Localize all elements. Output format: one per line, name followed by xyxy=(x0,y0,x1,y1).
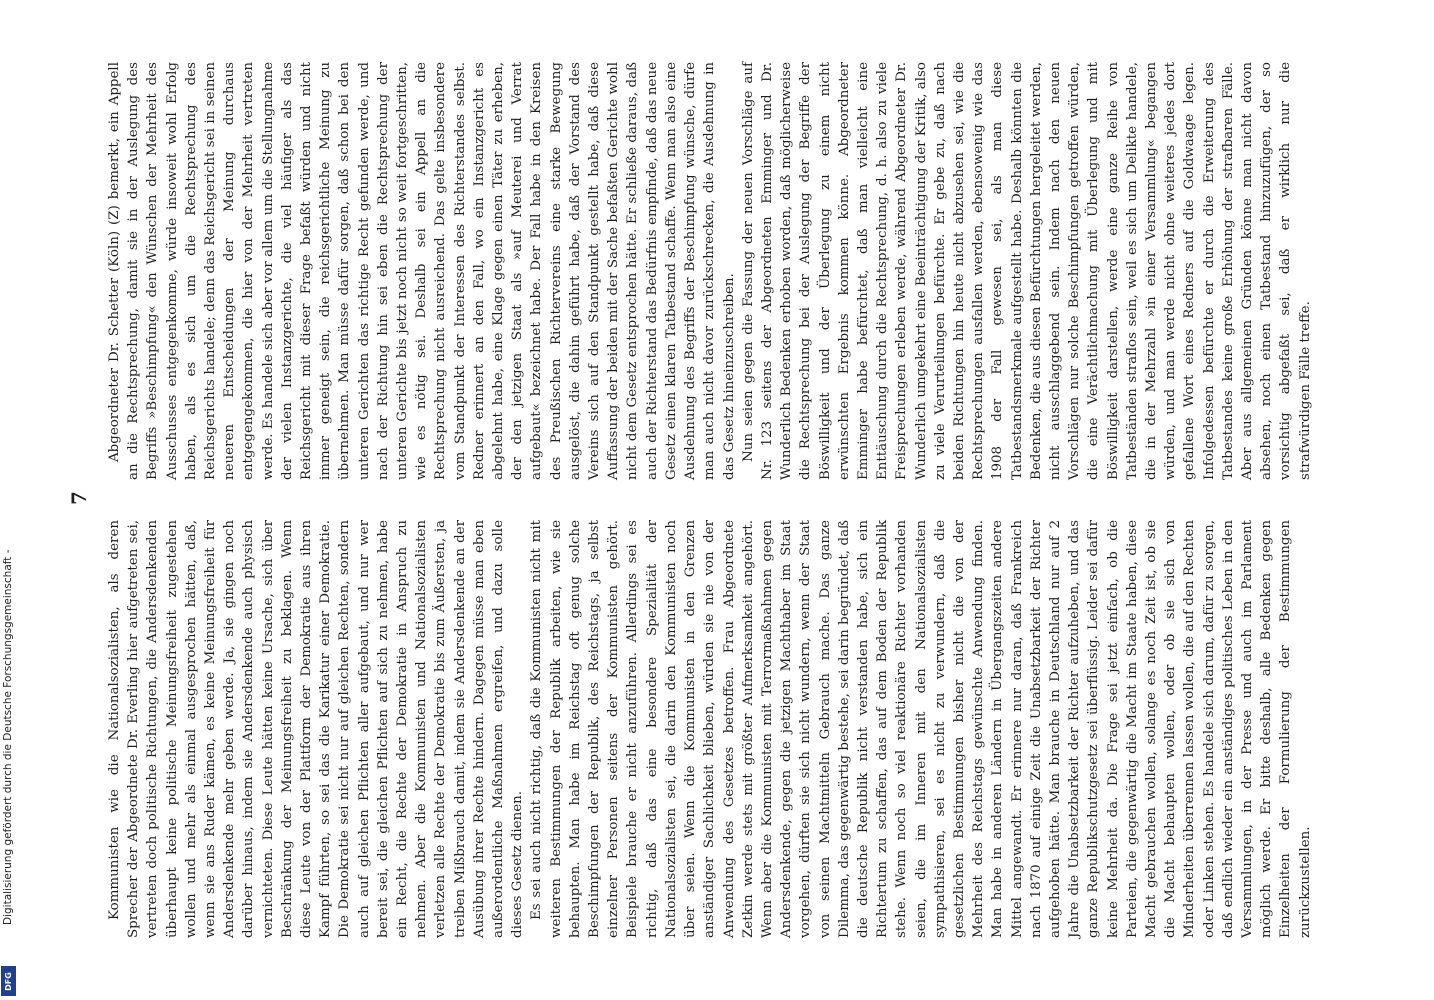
funding-notice: Digitalisierung gefördert durch die Deutsche Forschungsgemeinschaft - xyxy=(2,549,14,925)
paragraph: Es sei auch nicht richtig, daß die Kommunisten nicht mit weiteren Bestimmungen der Republik arbeiten, wie sie behaupten. Man habe im Reichstag oft genug solche Beschimpfungen der Republik, des Reichstags, ja selbst einzelner Personen seitens der Kommunisten gehört. Beispiele brauche er nicht anzuführen. Allerdings sei es richtig, daß das eine besondere Spezialität der Nationalsozialisten sei, die darin den Kommunisten noch über seien. Wenn die Kommunisten in den Grenzen anständiger Sachlichkeit blieben, würden sie nie von der Anwendung des Gesetzes betroffen. Frau Abgeordnete Zetkin werde stets mit größter Aufmerksamkeit angehört. Wenn aber die Kommunisten mit Terrormaßnahmen gegen Andersdenkende, gegen die jetzigen Machthaber im Staat vorgehen, dürften sie sich nicht wundern, wenn der Staat von seinen Machtmitteln Gebrauch mache. Das ganze Dilemma, das gegenwärtig bestehe, sei darin begründet, daß die deutsche Republik nicht verstanden habe, sich ein Richtertum zu schaffen, das auf dem Boden der Republik stehe. Wenn noch so viel reaktionäre Richter vorhanden seien, die im Inneren mit den Nationalsozialisten sympathisieren, sei es nicht zu verwundern, daß die gesetzlichen Bestimmungen bisher nicht die von der Mehrheit des Reichstags gewünschte Anwendung finden. Man habe in anderen Ländern in Übergangszeiten andere Mittel angewandt. Er erinnere nur daran, daß Frankreich nach 1870 auf einige Zeit die Unabsetzbarkeit der Richter aufgehoben hätte. Man brauche in Deutschland nur auf 2 Jahre die Unabsetzbarkeit der Richter aufzuheben, und das ganze Republikschutzgesetz sei überflüssig. Leider sei dafür keine Mehrheit da. Die Frage sei jetzt einfach, ob die Parteien, die gegenwärtig die Macht im Staate haben, diese Macht gebrauchen wollen, solange es noch Zeit ist, ob sie die Macht behaupten wollen, oder ob sie sich von Minderheiten überrennen lassen wollen, die auf den Rechten oder Linken stehen. Es handele sich darum, dafür zu sorgen, daß endlich wieder ein anständiges politisches Leben in den Versammlungen, in der Presse und auch im Parlament möglich werde. Er bitte deshalb, alle Bedenken gegen Einzelheiten der Formulierung der Bestimmungen zurückzustellen. xyxy=(529,520,1313,938)
paragraph: Nun seien gegen die Fassung der neuen Vorschläge auf Nr. 123 seitens der Abgeordneten Emminger und Dr. Wunderlich Bedenken erhoben worden, daß möglicherweise die Rechtsprechung bei der Auslegung der Begriffe der Böswilligkeit und der Überlegung zu einem nicht erwünschten Ergebnis kommen könne. Abgeordneter Emminger habe befürchtet, daß man vielleicht eine Enttäuschung durch die Rechtsprechung, d. h. also zu viele Freisprechungen erleben werde, während Abgeordneter Dr. Wunderlich umgekehrt eine Beeinträchtigung der Kritik, also zu viele Verurteilungen befürchte. Er gebe zu, daß nach beiden Richtungen hin heute nicht abzusehen sei, wie die Rechtsprechungen ausfallen werden, ebensowenig wie das 1908 der Fall gewesen sei, als man diese Tatbestandsmerkmale aufgestellt habe. Deshalb könnten die Bedenken, die aus diesen Befürchtungen hergeleitet werden, nicht ausschlaggebend sein. Indem nach den neuen Vorschlägen nur solche Beschimpfungen getroffen würden, die eine Verächtlichmachung mit Überlegung und mit Böswilligkeit darstellen, werde eine ganze Reihe von Tatbeständen straflos sein, weil es sich um Delikte handele, die in der Mehrzahl »in einer Versammlung« begangen würden, und man werde nicht ohne weiteres jedes dort gefallene Wort eines Redners auf die Goldwaage legen. Infolgedessen befürchte er durch die Erweiterung des Tatbestandes keine große Erhöhung der strafbaren Fälle. Aber aus allgemeinen Gründen könne man nicht davon absehen, noch einen Tatbestand hinzuzufügen, der so vorsichtig abgefaßt sei, daß er wirklich nur die strafwürdigen Fälle treffe. xyxy=(740,62,1313,480)
funding-notice-strip xyxy=(0,0,18,1000)
paragraph: Abgeordneter Dr. Schetter (Köln) (Z) bemerkt, ein Appell an die Rechtsprechung, damit sie in der Auslegung des Begriffs »Beschimpfung« den Wünschen der Mehrheit des Ausschusses entgegenkomme, würde insoweit wohl Erfolg haben, als es sich um die Rechtsprechung des Reichsgerichts handele; denn das Reichsgericht sei in seinen neueren Entscheidungen der Meinung durchaus entgegengekommen, die hier von der Mehrheit vertreten werde. Es handele sich aber vor allem um die Stellungnahme der vielen Instanzgerichte, die viel häufiger als das Reichsgericht mit dieser Frage befaßt würden und nicht immer geneigt sein, die reichsgerichtliche Meinung zu übernehmen. Man müsse dafür sorgen, daß schon bei den unteren Gerichten das richtige Recht gefunden werde, und nach der Richtung hin sei eben die Rechtsprechung der unteren Gerichte bis jetzt noch nicht so weit fortgeschritten, wie es nötig sei. Deshalb sei ein Appell an die Rechtsprechung nicht ausreichend. Das gelte insbesondere vom Standpunkt der Interessen des Richterstandes selbst. Redner erinnert an den Fall, wo ein Instanzgericht es abgelehnt habe, eine Klage gegen einen Täter zu erheben, der den jetzigen Staat als »auf Meuterei und Verrat aufgebaut« bezeichnet habe. Der Fall habe in den Kreisen des Preußischen Richtervereins eine starke Bewegung ausgelöst, die dahin geführt habe, daß der Vorstand des Vereins sich auf den Standpunkt gestellt habe, daß diese Auffassung der beiden mit der Sache befaßten Gerichte wohl nicht dem Gesetz entsprochen hätte. Er schließe daraus, daß auch der Richterstand das Bedürfnis empfinde, daß das neue Gesetz einen klaren Tatbestand schaffe. Wenn man also eine Ausdehnung des Begriffs der Beschimpfung wünsche, dürfe man auch nicht davor zurückschrecken, die Ausdehnung in das Gesetz hineinzuschreiben. xyxy=(107,62,737,480)
paragraph: Kommunisten wie die Nationalsozialisten, als deren Sprecher der Abgeordnete Dr. Everling hier aufgetreten sei, vertreten doch politische Richtungen, die Andersdenkenden überhaupt keine politische Meinungsfreiheit zugestehen wollen und mehr als einmal ausgesprochen hätten, daß, wenn sie ans Ruder kämen, es keine Meinungsfreiheit für Andersdenkende mehr geben werde. Ja, sie gingen noch darüber hinaus, indem sie Andersdenkende auch physisch vernichteten. Diese Leute hätten keine Ursache, sich über Beschränkung der Meinungsfreiheit zu beklagen. Wenn diese Leute von der Plattform der Demokratie aus ihren Kampf führten, so sei das die Karikatur einer Demokratie. Die Demokratie sei nicht nur auf gleichen Rechten, sondern auch auf gleichen Pflichten aller aufgebaut, und nur wer bereit sei, die gleichen Pflichten auf sich zu nehmen, habe ein Recht, die Rechte der Demokratie in Anspruch zu nehmen. Aber die Kommunisten und Nationalsozialisten verletzen alle Rechte der Demokratie bis zum Äußersten, ja treiben Mißbrauch damit, indem sie Andersdenkende an der Ausübung ihrer Rechte hindern. Dagegen müsse man eben außerordentliche Maßnahmen ergreifen, und dazu solle dieses Gesetz dienen. xyxy=(107,520,526,938)
page-number: 7 xyxy=(67,491,91,505)
left-column xyxy=(105,520,1313,938)
right-column xyxy=(105,62,1313,480)
dfg-logo xyxy=(1,966,16,996)
scanned-page xyxy=(17,0,1434,1000)
dfg-logo-text: DFG xyxy=(4,971,14,991)
